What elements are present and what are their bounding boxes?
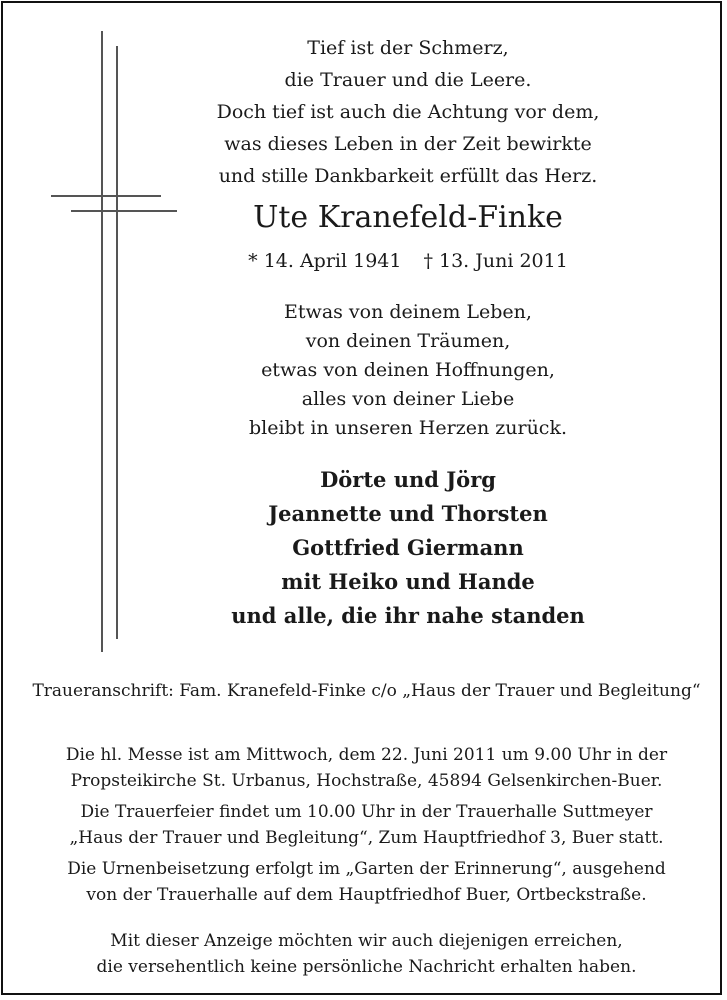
- birth-date: * 14. April 1941: [248, 250, 402, 272]
- closing-note: [23, 928, 710, 980]
- verse-line: was dieses Leben in der Zeit bewirkte: [224, 133, 592, 155]
- notice-line: Die Trauerfeier findet um 10.00 Uhr in der Trauerhalle Suttmeyer: [80, 802, 653, 822]
- verse-line: bleibt in unseren Herzen zurück.: [248, 417, 567, 439]
- ceremony-notice: [23, 799, 710, 851]
- verse-line: alles von deiner Liebe: [301, 388, 515, 410]
- mourning-address: Traueranschrift: Fam. Kranefeld-Finke c/o „Haus der Trauer und Begleitung“: [32, 681, 701, 701]
- cross-horizontal-bar-upper: [51, 195, 161, 197]
- cross-horizontal-bar-lower: [71, 210, 177, 212]
- deceased-name: Ute Kranefeld-Finke: [253, 200, 563, 235]
- notice-line: von der Trauerhalle auf dem Hauptfriedhof Buer, Ortbeckstraße.: [86, 885, 647, 905]
- notice-line: Die Urnenbeisetzung erfolgt im „Garten der Erinnerung“, ausgehend: [67, 859, 666, 879]
- verse-line: etwas von deinen Hoffnungen,: [261, 359, 555, 381]
- verse-line: die Trauer und die Leere.: [284, 69, 532, 91]
- verse-line: von deinen Träumen,: [305, 330, 511, 352]
- mourner-line: und alle, die ihr nahe standen: [231, 603, 585, 628]
- middle-verse: [203, 298, 613, 443]
- notice-line: „Haus der Trauer und Begleitung“, Zum Hauptfriedhof 3, Buer statt.: [69, 828, 664, 848]
- mourner-line: Dörte und Jörg: [320, 467, 496, 492]
- opening-verse-part-1: [203, 32, 613, 96]
- notice-line: Propsteikirche St. Urbanus, Hochstraße, 45894 Gelsenkirchen-Buer.: [70, 771, 663, 791]
- verse-line: Doch tief ist auch die Achtung vor dem,: [216, 101, 600, 123]
- verse-line: Etwas von deinem Leben,: [284, 301, 532, 323]
- mourner-line: Jeannette und Thorsten: [268, 501, 548, 526]
- opening-verse-part-2: [183, 96, 633, 192]
- mass-notice: [23, 742, 710, 794]
- notice-line: Die hl. Messe ist am Mittwoch, dem 22. Juni 2011 um 9.00 Uhr in der: [65, 745, 668, 765]
- closing-line: Mit dieser Anzeige möchten wir auch diejenigen erreichen,: [110, 931, 623, 951]
- burial-notice: [23, 856, 710, 908]
- death-date: † 13. Juni 2011: [423, 250, 568, 272]
- obituary-frame: [1, 1, 722, 995]
- life-dates: [203, 246, 613, 276]
- verse-line: Tief ist der Schmerz,: [307, 37, 509, 59]
- mourner-line: Gottfried Giermann: [292, 535, 524, 560]
- mourners-list: [203, 463, 613, 633]
- closing-line: die versehentlich keine persönliche Nachricht erhalten haben.: [96, 957, 637, 977]
- verse-line: und stille Dankbarkeit erfüllt das Herz.: [218, 165, 598, 187]
- cross-vertical-bar-inner: [116, 46, 118, 639]
- mourner-line: mit Heiko und Hande: [281, 569, 535, 594]
- cross-vertical-bar-outer: [101, 31, 103, 652]
